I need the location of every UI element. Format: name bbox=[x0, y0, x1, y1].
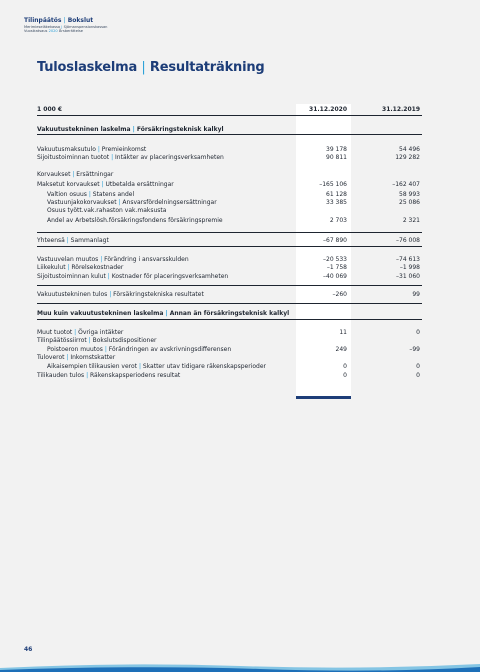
separator: | bbox=[163, 310, 170, 317]
table-row bbox=[37, 207, 422, 215]
row-label-fi: Osuus tyött.vak.rahaston vak.maksusta bbox=[47, 207, 167, 214]
table-row bbox=[37, 199, 422, 207]
value-2019: 2 321 bbox=[402, 217, 420, 224]
value-2019: –31 060 bbox=[396, 273, 420, 280]
table-row bbox=[37, 146, 422, 154]
value-2020: –40 069 bbox=[323, 273, 347, 280]
separator: | bbox=[64, 354, 71, 361]
row-label-fi: Tilinpäätössiirrot bbox=[37, 337, 87, 344]
row-label-fi: Maksetut korvaukset bbox=[37, 181, 100, 188]
row-divider bbox=[37, 303, 422, 304]
row-label-sv: Ersättningar bbox=[76, 171, 114, 178]
row-label-fi: Valtion osuus bbox=[47, 191, 87, 198]
row-label bbox=[37, 273, 228, 281]
row-label-sv: Övriga intäkter bbox=[78, 329, 124, 336]
row-label bbox=[47, 191, 134, 199]
row-label-fi: Muu kuin vakuutustekninen laskelma bbox=[37, 310, 164, 317]
separator: | bbox=[107, 291, 114, 298]
row-label bbox=[37, 171, 113, 179]
row-label bbox=[47, 199, 217, 207]
row-label-sv: Inkomstskatter bbox=[70, 354, 116, 361]
row-label-sv: Förändringen av avskrivningsdifferensen bbox=[108, 346, 232, 353]
separator: | bbox=[105, 273, 112, 280]
value-2019: 54 496 bbox=[399, 146, 420, 153]
row-label-sv: Räkenskapsperiodens resultat bbox=[90, 372, 181, 379]
row-label-sv: Annan än försäkringsteknisk kalkyl bbox=[169, 310, 290, 317]
row-label-fi: Poistoeron muutos bbox=[47, 346, 103, 353]
row-divider bbox=[37, 319, 422, 320]
value-2019: 0 bbox=[416, 329, 420, 336]
value-2020: –67 890 bbox=[323, 237, 347, 244]
row-label bbox=[47, 217, 223, 225]
page-title-sv: Resultaträkning bbox=[149, 60, 265, 75]
value-2019: –162 407 bbox=[392, 181, 420, 188]
row-divider bbox=[37, 285, 422, 286]
row-label bbox=[37, 264, 123, 272]
row-label-fi: Vastuuvelan muutos bbox=[37, 256, 99, 263]
header-title bbox=[24, 18, 107, 25]
row-label bbox=[37, 256, 189, 264]
document-header bbox=[24, 18, 107, 33]
separator: | bbox=[137, 363, 143, 370]
separator: | bbox=[70, 171, 77, 178]
table-row bbox=[37, 217, 422, 225]
table-row bbox=[37, 329, 422, 337]
separator: | bbox=[86, 337, 93, 344]
row-divider bbox=[37, 134, 422, 135]
value-2020: –1 758 bbox=[326, 264, 347, 271]
row-label-fi: Muut tuotot bbox=[37, 329, 73, 336]
row-label bbox=[37, 154, 224, 162]
page-title-fi: Tuloslaskelma bbox=[37, 60, 138, 75]
row-label bbox=[37, 146, 146, 154]
separator: | bbox=[130, 126, 137, 133]
header-year-label-fi: Vuosikatsaus bbox=[24, 29, 48, 34]
row-label-sv: Skatter utav tidigare räkenskapsperioder bbox=[142, 363, 266, 370]
value-2019: 58 993 bbox=[399, 191, 420, 198]
separator: | bbox=[102, 346, 109, 353]
value-2020: 90 811 bbox=[326, 154, 347, 161]
table-row bbox=[37, 264, 422, 272]
separator: | bbox=[72, 329, 79, 336]
header-rule bbox=[37, 115, 422, 116]
value-2019: –76 008 bbox=[396, 237, 420, 244]
table-row bbox=[37, 126, 422, 134]
row-divider bbox=[37, 232, 422, 233]
row-divider bbox=[37, 246, 422, 247]
separator: | bbox=[61, 24, 63, 29]
row-label-fi: Andel av Arbetslösh.försäkringsfondens försäkringspremie bbox=[47, 217, 223, 224]
header-year-line bbox=[24, 29, 107, 33]
row-label-sv: Premieinkomst bbox=[101, 146, 147, 153]
separator: | bbox=[84, 372, 91, 379]
separator: | bbox=[109, 154, 116, 161]
row-label-sv: Ansvarsfördelningsersättningar bbox=[122, 199, 217, 206]
table-row bbox=[37, 354, 422, 362]
page-number: 46 bbox=[24, 646, 33, 653]
row-label-sv: Statens andel bbox=[92, 191, 135, 198]
row-label-fi: Vakuutustekninen laskelma bbox=[37, 126, 131, 133]
table-row bbox=[37, 191, 422, 199]
row-label-fi: Aikaisempien tilikausien verot bbox=[47, 363, 138, 370]
separator: | bbox=[141, 60, 146, 75]
value-2020: –165 106 bbox=[319, 181, 347, 188]
row-label-fi: Korvaukset bbox=[37, 171, 71, 178]
value-2020: 2 703 bbox=[329, 217, 347, 224]
value-2020: 249 bbox=[335, 346, 347, 353]
row-label bbox=[47, 363, 266, 371]
row-label-sv: Försäkringstekniska resultatet bbox=[113, 291, 204, 298]
row-label-fi: Vakuutusmaksutulo bbox=[37, 146, 96, 153]
column-header-2020: 31.12.2020 bbox=[309, 106, 347, 113]
row-label-sv: Förändring i ansvarsskulden bbox=[104, 256, 189, 263]
header-title-sv: Bokslut bbox=[67, 17, 94, 24]
row-label bbox=[37, 372, 180, 380]
page-title bbox=[37, 60, 265, 75]
row-label-sv: Sammanlagt bbox=[70, 237, 109, 244]
row-label bbox=[37, 329, 123, 337]
separator: | bbox=[99, 181, 106, 188]
header-org-fi: Merimieseläkekassa bbox=[24, 24, 61, 29]
value-2020: –260 bbox=[332, 291, 347, 298]
row-label-fi: Liikekulut bbox=[37, 264, 66, 271]
separator: | bbox=[98, 256, 105, 263]
value-2019: –1 998 bbox=[399, 264, 420, 271]
value-2020: –20 533 bbox=[323, 256, 347, 263]
value-2019: –99 bbox=[409, 346, 420, 353]
row-label-fi: Vastuunjakokorvaukset bbox=[47, 199, 117, 206]
header-year: 2020 bbox=[48, 29, 58, 34]
footer-wave bbox=[0, 660, 480, 672]
row-label-fi: Tilikauden tulos bbox=[37, 372, 85, 379]
table-row bbox=[37, 171, 422, 179]
row-label-sv: Utbetalda ersättningar bbox=[105, 181, 174, 188]
table-header-row bbox=[37, 106, 422, 114]
value-2020: 11 bbox=[339, 329, 347, 336]
value-2019: 0 bbox=[416, 372, 420, 379]
table-row bbox=[37, 181, 422, 189]
table-row bbox=[37, 346, 422, 354]
separator: | bbox=[65, 264, 72, 271]
row-label-sv: Rörelsekostnader bbox=[71, 264, 124, 271]
value-2019: 0 bbox=[416, 363, 420, 370]
row-label-fi: Vakuutustekninen tulos bbox=[37, 291, 108, 298]
table-row bbox=[37, 310, 422, 318]
row-label bbox=[37, 237, 109, 245]
value-2020: 33 385 bbox=[326, 199, 347, 206]
table-row bbox=[37, 256, 422, 264]
value-2020: 0 bbox=[343, 372, 347, 379]
row-label-fi: Sijoitustoiminnan kulut bbox=[37, 273, 106, 280]
row-label bbox=[37, 126, 224, 134]
table-row bbox=[37, 154, 422, 162]
value-2019: 99 bbox=[412, 291, 420, 298]
row-label-sv: Kostnader för placeringsverksamheten bbox=[111, 273, 229, 280]
value-2020: 39 178 bbox=[326, 146, 347, 153]
separator: | bbox=[63, 17, 66, 24]
value-2019: 25 086 bbox=[399, 199, 420, 206]
header-org-sv: Sjömanspensionskassan bbox=[63, 24, 108, 29]
separator: | bbox=[64, 237, 71, 244]
row-label bbox=[37, 310, 289, 318]
row-label-fi: Tuloverot bbox=[37, 354, 65, 361]
row-label bbox=[37, 337, 157, 345]
row-label bbox=[37, 181, 174, 189]
column-header-2019: 31.12.2019 bbox=[382, 106, 420, 113]
row-label bbox=[47, 207, 166, 215]
row-label bbox=[47, 346, 231, 354]
row-label bbox=[37, 291, 204, 299]
separator: | bbox=[86, 191, 93, 198]
table-row bbox=[37, 372, 422, 380]
row-label-sv: Intäkter av placeringsverksamheten bbox=[115, 154, 224, 161]
highlight-column-underline bbox=[296, 396, 351, 399]
separator: | bbox=[95, 146, 102, 153]
value-2019: 129 282 bbox=[395, 154, 420, 161]
row-label-fi: Yhteensä bbox=[37, 237, 65, 244]
value-2020: 0 bbox=[343, 363, 347, 370]
value-2019: –74 613 bbox=[396, 256, 420, 263]
value-2020: 61 128 bbox=[326, 191, 347, 198]
table-row bbox=[37, 363, 422, 371]
row-label-sv: Försäkringsteknisk kalkyl bbox=[136, 126, 224, 133]
header-year-label-sv: Årsberättelse bbox=[58, 29, 83, 34]
table-row bbox=[37, 273, 422, 281]
header-title-fi: Tilinpäätös bbox=[24, 17, 62, 24]
row-label bbox=[37, 354, 115, 362]
separator: | bbox=[116, 199, 123, 206]
table-row bbox=[37, 237, 422, 245]
row-label-fi: Sijoitustoiminnan tuotot bbox=[37, 154, 110, 161]
row-label-sv: Bokslutsdispositioner bbox=[92, 337, 157, 344]
table-row bbox=[37, 337, 422, 345]
unit-label: 1 000 € bbox=[37, 106, 63, 113]
table-row bbox=[37, 291, 422, 299]
